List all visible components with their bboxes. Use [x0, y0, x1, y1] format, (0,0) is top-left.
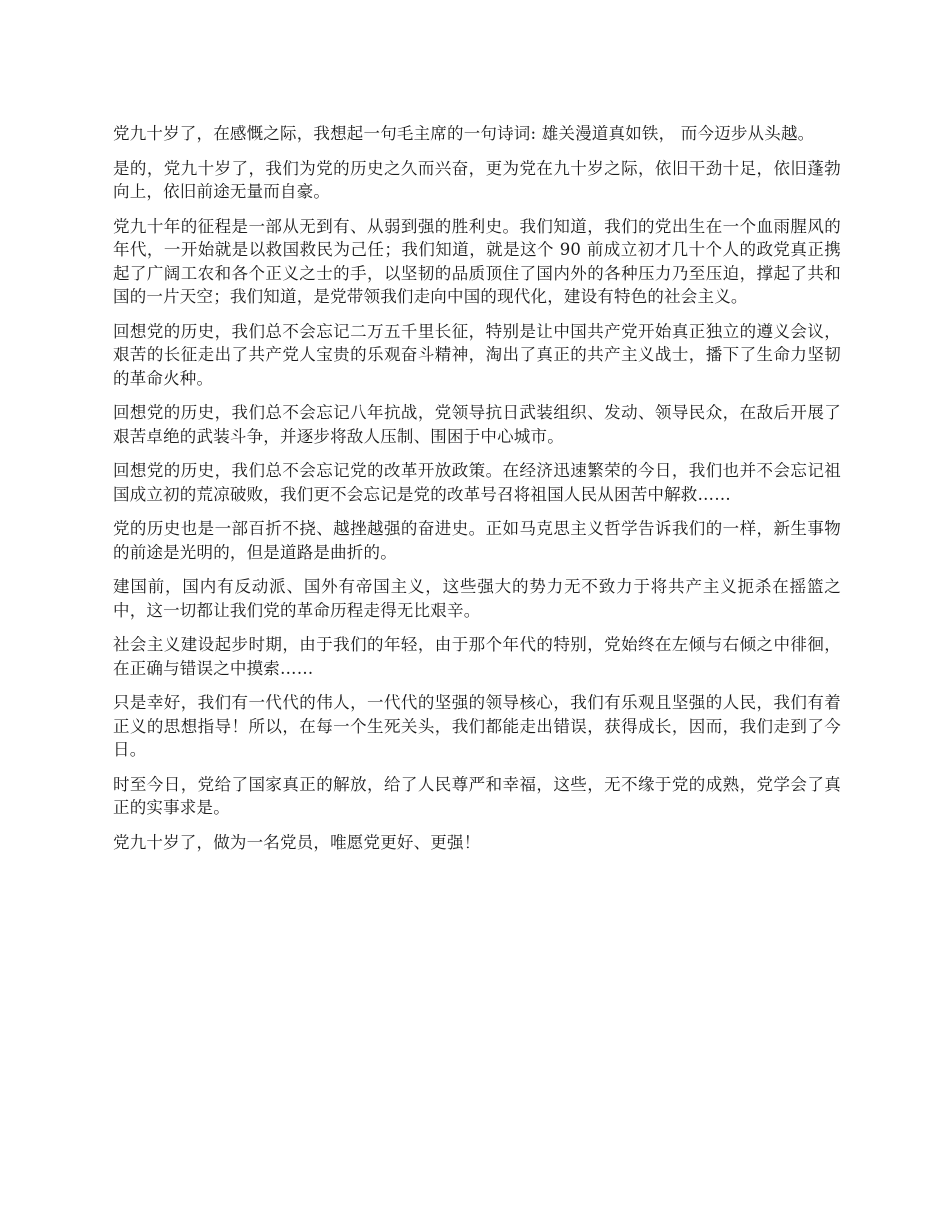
- paragraph-10: 只是幸好，我们有一代代的伟人，一代代的坚强的领导核心，我们有乐观且坚强的人民，我们有着正义的思想指导！所以，在每一个生死关头，我们都能走出错误，获得成长，因而，我们走到了今日。: [113, 693, 841, 759]
- paragraph-2: 是的，党九十岁了，我们为党的历史之久而兴奋，更为党在九十岁之际，依旧干劲十足，依旧蓬勃向上，依旧前途无量而自豪。: [113, 158, 841, 201]
- document-body: [113, 122, 841, 865]
- paragraph-11: 时至今日，党给了国家真正的解放，给了人民尊严和幸福，这些，无不缘于党的成熟，党学会了真正的实事求是。: [113, 774, 841, 817]
- paragraph-8: 建国前，国内有反动派、国外有帝国主义，这些强大的势力无不致力于将共产主义扼杀在摇篮之中，这一切都让我们党的革命历程走得无比艰辛。: [113, 577, 841, 620]
- paragraph-12: 党九十岁了，做为一名党员，唯愿党更好、更强！: [113, 832, 481, 852]
- paragraph-9: 社会主义建设起步时期，由于我们的年轻，由于那个年代的特别，党始终在左倾与右倾之中徘徊，在正确与错误之中摸索……: [113, 635, 841, 678]
- paragraph-3: 党九十年的征程是一部从无到有、从弱到强的胜利史。我们知道，我们的党出生在一个血雨腥风的年代，一开始就是以救国救民为己任；我们知道，就是这个 90 前成立初才几十个人的政党真正携起了广阔工农和各个正义之士的手，以坚韧的品质顶住了国内外的各种压力乃至压迫，撑起了共和国的一片天空；我们知道，是党带领我们走向中国的现代化，建设有特色的社会主义。: [113, 216, 841, 306]
- paragraph-5: 回想党的历史，我们总不会忘记八年抗战，党领导抗日武装组织、发动、领导民众，在敌后开展了艰苦卓绝的武装斗争，并逐步将敌人压制、围困于中心城市。: [113, 403, 841, 446]
- paragraph-7: 党的历史也是一部百折不挠、越挫越强的奋进史。正如马克思主义哲学告诉我们的一样，新生事物的前途是光明的，但是道路是曲折的。: [113, 519, 841, 562]
- paragraph-6: 回想党的历史，我们总不会忘记党的改革开放政策。在经济迅速繁荣的今日，我们也并不会忘记祖国成立初的荒凉破败，我们更不会忘记是党的改革号召将祖国人民从困苦中解救……: [113, 461, 841, 504]
- paragraph-1: 党九十岁了，在感慨之际，我想起一句毛主席的一句诗词: 雄关漫道真如铁， 而今迈步从头越。: [113, 124, 815, 143]
- paragraph-4: 回想党的历史，我们总不会忘记二万五千里长征，特别是让中国共产党开始真正独立的遵义会议，艰苦的长征走出了共产党人宝贵的乐观奋斗精神，淘出了真正的共产主义战士，播下了生命力坚韧的革命火种。: [113, 321, 841, 388]
